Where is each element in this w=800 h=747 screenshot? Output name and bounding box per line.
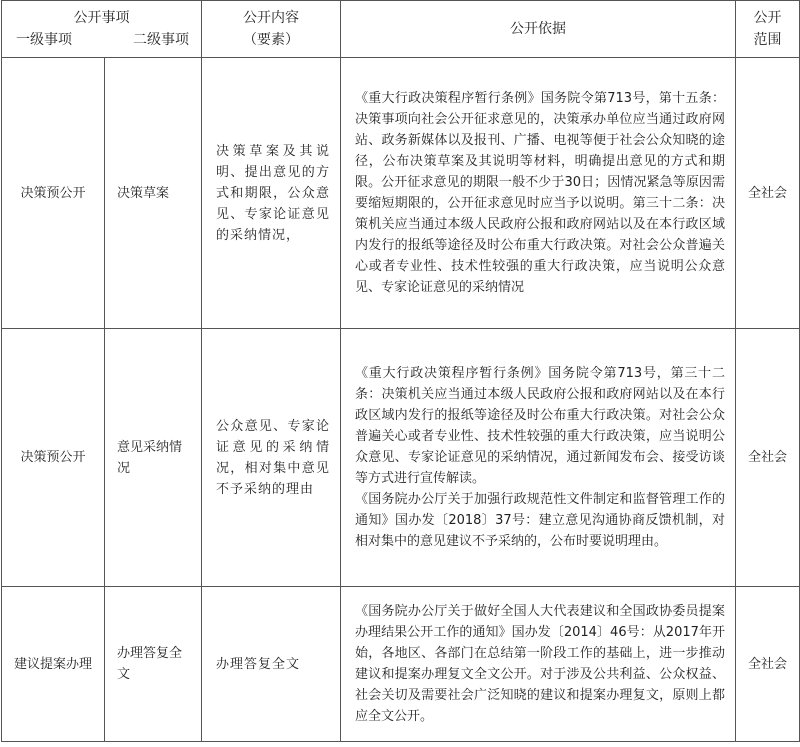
header-level1: 一级事项 (16, 32, 72, 48)
level2-cell: 意见采纳情况 (105, 329, 202, 587)
content-cell: 办理答复全文 (202, 587, 341, 742)
basis-paragraph: 《国务院办公厅关于加强行政规范性文件制定和监督管理工作的通知》国办发〔2018〕37号：建立意见沟通协商反馈机制，对相对集中的意见建议不予采纳的，公布时要说明理由。 (355, 492, 725, 549)
header-level2: 二级事项 (133, 32, 189, 48)
level2-cell: 决策草案 (105, 58, 202, 329)
disclosure-table (1, 0, 800, 742)
content-cell: 决策草案及其说明、提出意见的方式和期限，公众意见、专家论证意见的采纳情况， (202, 58, 341, 329)
table-row (2, 329, 800, 587)
header-row (2, 1, 800, 58)
table-row (2, 58, 800, 329)
level2-cell: 办理答复全文 (105, 587, 202, 742)
header-basis: 公开依据 (341, 1, 736, 58)
scope-cell: 全社会 (736, 58, 800, 329)
level1-cell: 建议提案办理 (2, 587, 105, 742)
content-cell: 公众意见、专家论证意见的采纳情况，相对集中意见不予采纳的理由 (202, 329, 341, 587)
scope-cell: 全社会 (736, 329, 800, 587)
basis-cell (341, 587, 736, 742)
header-items (2, 1, 202, 58)
header-content: 公开内容 （要素） (202, 1, 341, 58)
header-items-group: 公开事项 (73, 10, 130, 26)
header-scope: 公开 范围 (736, 1, 800, 58)
basis-cell (341, 329, 736, 587)
basis-paragraph: 《国务院办公厅关于做好全国人大代表建议和全国政协委员提案办理结果公开工作的通知》国办发〔2014〕46号：从2017年开始，各地区、各部门在总结第一阶段工作的基础上，进一步推动建议和提案办理复文全文公开。对于涉及公共利益、公众权益、社会关切及需要社会广泛知晓的建议和提案办理复文，原则上都应全文公开。 (355, 604, 725, 724)
basis-paragraph: 《重大行政决策程序暂行条例》国务院令第713号，第十五条：决策事项向社会公开征求意见的，决策承办单位应当通过政府网站、政务新媒体以及报刊、广播、电视等便于社会公众知晓的途径，公布决策草案及其说明等材料，明确提出意见的方式和期限。公开征求意见的期限一般不少于30日；因情况紧急等原因需要缩短期限的，公开征求意见时应当予以说明。第三十二条：决策机关应当通过本级人民政府公报和政府网站以及在本行政区域内发行的报纸等途径及时公布重大行政决策。对社会公众普遍关心或者专业性、技术性较强的重大行政决策，应当说明公众意见、专家论证意见的采纳情况 (355, 91, 725, 295)
basis-paragraph: 《重大行政决策程序暂行条例》国务院令第713号，第三十二条：决策机关应当通过本级人民政府公报和政府网站以及在本行政区域内发行的报纸等途径及时公布重大行政决策。对社会公众普遍关心或者专业性、技术性较强的重大行政决策，应当说明公众意见、专家论证意见的采纳情况，通过新闻发布会、接受访谈等方式进行宣传解读。 (355, 366, 725, 486)
scope-cell: 全社会 (736, 587, 800, 742)
level1-cell: 决策预公开 (2, 58, 105, 329)
basis-cell (341, 58, 736, 329)
level1-cell: 决策预公开 (2, 329, 105, 587)
table-row (2, 587, 800, 742)
